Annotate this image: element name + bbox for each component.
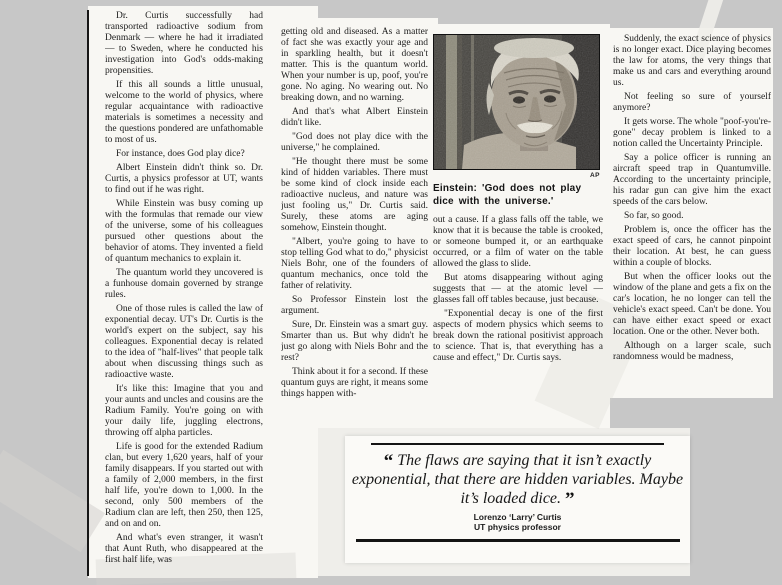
article-paragraph: Not feeling so sure of yourself anymore? [613, 92, 771, 113]
article-paragraph: If this all sounds a little unusual, welcome to the world of physics, where regular acquaintance with radioactive materials is sometimes a necessity and the questions pondered are unfathomable to most of us. [105, 80, 263, 145]
quote-attribution-name: Lorenzo ‘Larry’ Curtis [473, 512, 562, 522]
pull-quote-box [345, 436, 690, 563]
open-quote-icon: “ [383, 451, 394, 472]
article-column-4 [613, 34, 771, 394]
article-paragraph: Dr. Curtis successfully had transported radioactive sodium from Denmark — where he had it irradiated — to Sweden, where he conducted his investigation into God's odds-making propensities. [105, 11, 263, 76]
quote-top-rule [371, 443, 664, 445]
article-paragraph: Problem is, once the officer has the exact speed of cars, he cannot pinpoint their location. At best, he can guess within a couple of blocks. [613, 225, 771, 268]
article-paragraph: Life is good for the extended Radium clan, but every 1,620 years, half of your family disappears. If you started out with a family of 2,000 members, in the first half life, you're down to 1,000. In the second, only 500 members of the Radium clan are left, then 250, then 125, and on and on. [105, 442, 263, 529]
article-paragraph: "God does not play dice with the universe," he complained. [281, 132, 428, 153]
article-paragraph: The quantum world they uncovered is a funhouse domain governed by strange rules. [105, 268, 263, 300]
pull-quote-text [352, 451, 684, 508]
photo-caption: Einstein: 'God does not play dice with the universe.' [433, 183, 582, 207]
article-paragraph: But atoms disappearing without aging suggests that — at the atomic level — glasses fall off tables because, just because. [433, 273, 603, 305]
article-paragraph: It's like this: Imagine that you and your aunts and uncles and cousins are the Radium Family. You're going on with your daily life, juggling electrons, throwing off alpha particles. [105, 384, 263, 438]
article-paragraph: "Exponential decay is one of the first aspects of modern physics which seems to break down the rational positivist approach to science. That is, that everything has a cause and effect," Dr. Curtis says. [433, 309, 603, 363]
article-paragraph: "Albert, you're going to have to stop telling God what to do," physicist Niels Bohr, one of the founders of quantum mechanics, once told the father of relativity. [281, 237, 428, 291]
article-column-3 [433, 215, 603, 447]
close-quote-icon: ” [565, 489, 575, 510]
article-paragraph: out a cause. If a glass falls off the table, we know that it is because the table is crooked, or someone bumped it, or an earthquake occurred, or a film of water on the table allowed the glass to slide. [433, 215, 603, 269]
article-paragraph: While Einstein was busy coming up with the formulas that remade our view of the universe, some of his colleagues pursued other questions about the behavior of atoms. They invented a field of quantum mechanics to explain it. [105, 199, 263, 264]
article-paragraph: Say a police officer is running an aircraft speed trap in Quantumville. According to the uncertainty principle, his radar gun can give him the exact speeds of the cars below. [613, 153, 771, 207]
photo-figure [433, 34, 601, 208]
column-rule-line [87, 10, 89, 576]
article-paragraph: So Professor Einstein lost the argument. [281, 295, 428, 316]
quote-attribution [345, 512, 690, 532]
quote-attribution-title: UT physics professor [474, 522, 561, 532]
article-paragraph: And what's even stranger, it wasn't that Aunt Ruth, who disappeared at the first half life, was [105, 533, 263, 565]
einstein-photo [433, 34, 600, 170]
article-paragraph: Although on a larger scale, such randomness would be madness, [613, 341, 771, 362]
article-paragraph: And that's what Albert Einstein didn't like. [281, 107, 428, 128]
article-paragraph: But when the officer looks out the window of the plane and gets a fix on the car's location, he no longer can tell the vehicle's exact speed. Can't be done. You can have either exact speed or exact location. One or the other. Never both. [613, 272, 771, 337]
article-column-1 [105, 11, 263, 577]
article-paragraph: getting old and diseased. As a matter of fact she was exactly your age and in sparkling health, but it doesn't matter. This is the quantum world. When your number is up, poof, you're gone. No aging. No wearing out. No breaking down, and no warning. [281, 27, 428, 103]
photo-credit: AP [589, 172, 600, 179]
article-paragraph: Suddenly, the exact science of physics is no longer exact. Dice playing becomes the law for atoms, the very things that make us and cars and everything around us. [613, 34, 771, 88]
article-paragraph: Sure, Dr. Einstein was a smart guy. Smarter than us. But why didn't he just go along with Niels Bohr and the rest? [281, 320, 428, 363]
article-column-2 [281, 27, 428, 469]
article-paragraph: Albert Einstein didn't think so. Dr. Curtis, a physics professor at UT, wants to find out if he was right. [105, 163, 263, 195]
quote-body: The flaws are saying that it isn’t exactly exponential, that there are hidden variables. Maybe it’s loaded dice. [351, 452, 684, 507]
article-paragraph: Think about it for a second. If these quantum guys are right, it means some things happen with- [281, 367, 428, 399]
article-paragraph: So far, so good. [624, 211, 684, 221]
article-paragraph: One of those rules is called the law of exponential decay. UT's Dr. Curtis is the world's expert on the subject, say his colleagues. Exponential decay is related to the idea of "half-lives" that people talk about when discussing things such as radioactive waste. [105, 304, 263, 380]
article-paragraph: It gets worse. The whole "poof-you're-gone" decay problem is linked to a notion called the Uncertainty Principle. [613, 117, 771, 149]
article-paragraph: "He thought there must be some kind of hidden variables. There must be some kind of clock inside each radioactive nucleus, and nature was just fooling us," Dr. Curtis said. Surely, these atoms are aging somehow, Einstein thought. [281, 157, 428, 233]
article-paragraph: For instance, does God play dice? [116, 149, 245, 159]
quote-bottom-rule [356, 539, 680, 542]
